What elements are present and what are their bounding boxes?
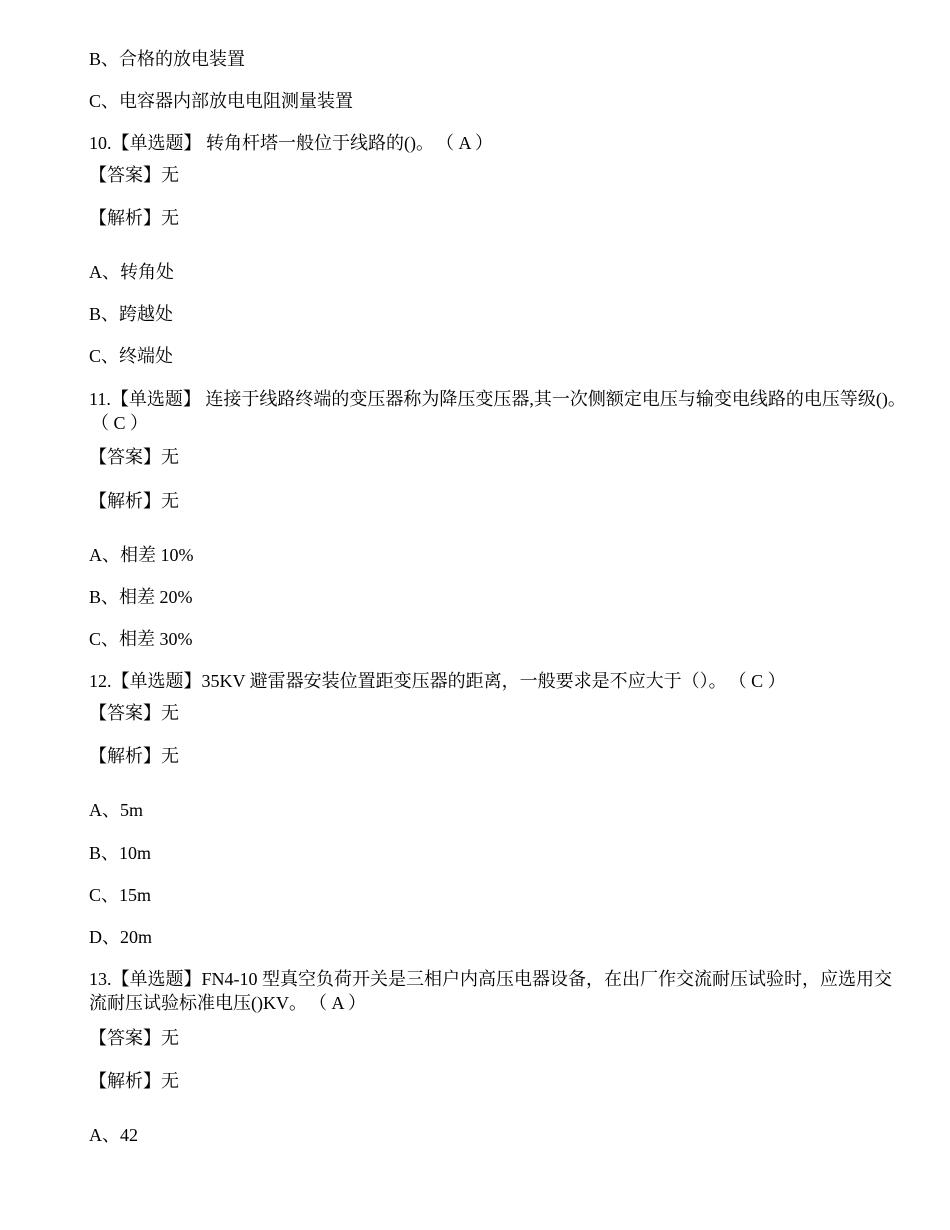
answer-line: 【答案】无 (89, 447, 179, 467)
answer-mark: （ A ） (309, 993, 367, 1013)
question-text: 10.【单选题】 转角杆塔一般位于线路的()。 (89, 133, 434, 153)
question-stem (89, 967, 909, 1015)
option-a: A、转角处 (89, 262, 174, 282)
analysis-line: 【解析】无 (89, 491, 179, 511)
answer-line: 【答案】无 (89, 165, 179, 185)
option-b: B、10m (89, 843, 152, 863)
option-b: B、跨越处 (89, 304, 174, 324)
answer-line: 【答案】无 (89, 703, 179, 723)
question-text: 12.【单选题】35KV 避雷器安装位置距变压器的距离，一般要求是不应大于（）。 (89, 671, 727, 691)
question-stem (89, 669, 909, 693)
question-stem (89, 131, 909, 155)
option-c: C、相差 30% (89, 629, 193, 649)
option-a: A、5m (89, 800, 143, 820)
option-a: A、42 (89, 1125, 138, 1145)
analysis-line: 【解析】无 (89, 1071, 179, 1091)
question-text: 11.【单选题】 连接于线路终端的变压器称为降压变压器,其一次侧额定电压与输变电线路的电压等级()。 (89, 389, 906, 409)
question-text: 13.【单选题】FN4-10 型真空负荷开关是三相户内高压电器设备，在出厂作交流耐压试验时，应选用交流耐压试验标准电压()KV。 (89, 969, 892, 1013)
answer-mark: （ C ） (91, 413, 149, 433)
answer-mark: （ C ） (728, 671, 786, 691)
answer-line: 【答案】无 (89, 1028, 179, 1048)
option-b: B、相差 20% (89, 587, 193, 607)
analysis-line: 【解析】无 (89, 746, 179, 766)
question-stem (89, 387, 909, 435)
option-a: A、相差 10% (89, 545, 194, 565)
analysis-line: 【解析】无 (89, 208, 179, 228)
option-b: B、合格的放电装置 (89, 49, 246, 69)
answer-mark: （ A ） (436, 133, 494, 153)
option-c: C、电容器内部放电电阻测量装置 (89, 91, 354, 111)
option-d: D、20m (89, 927, 152, 947)
option-c: C、终端处 (89, 346, 174, 366)
option-c: C、15m (89, 885, 152, 905)
